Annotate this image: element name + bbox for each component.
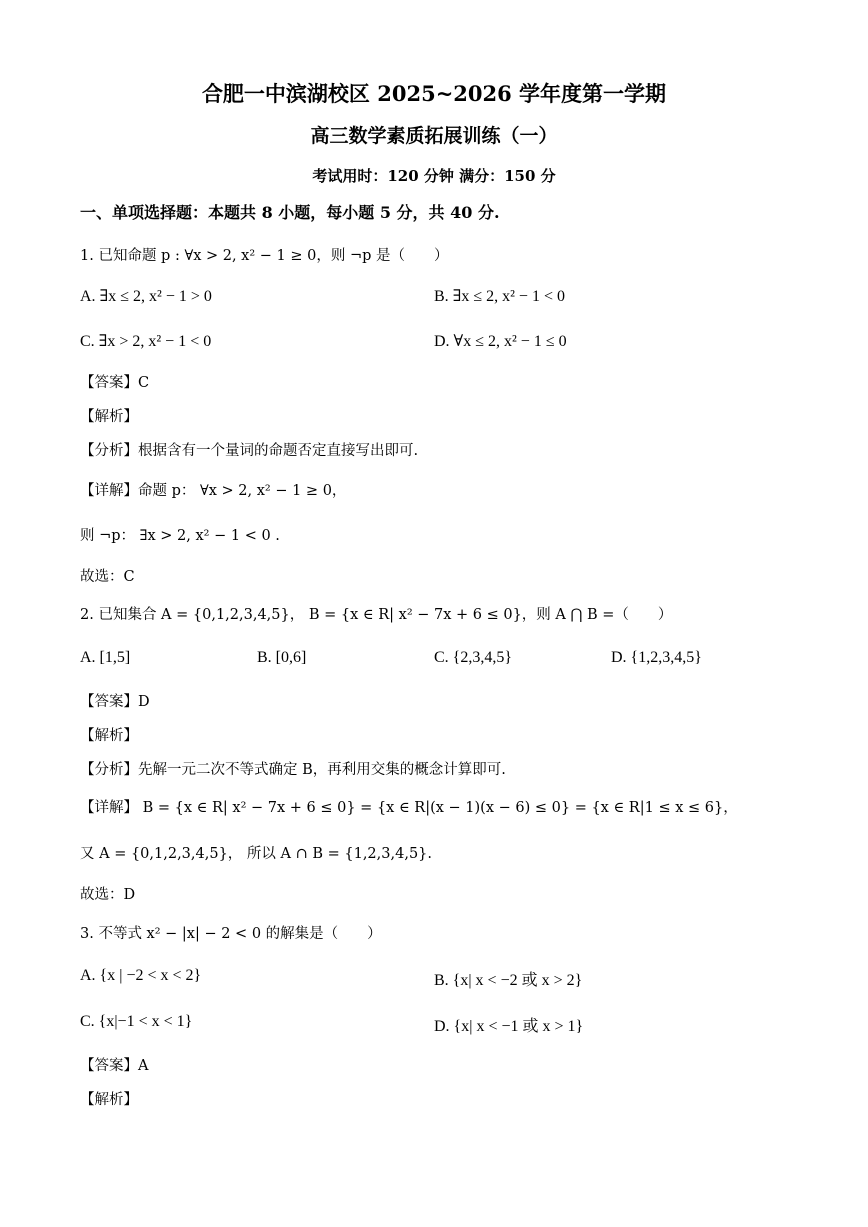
q3-analysis-label: 【解析】 [80, 1092, 138, 1108]
page-subtitle: 高三数学素质拓展训练（一） [310, 125, 558, 147]
q1-option-c: C. ∃x > 2, x² − 1 < 0 [80, 333, 212, 350]
q3-option-d: D. {x| x < −1 或 x > 1} [434, 1018, 584, 1035]
q1-detail-2: 则 ¬p： ∃x > 2, x² − 1 < 0 . [80, 528, 280, 544]
q2-choice: 故选：D [80, 887, 136, 903]
q1-answer: 【答案】C [80, 375, 150, 391]
section-heading: 一、单项选择题：本题共 8 小题，每小题 5 分，共 40 分. [80, 203, 500, 222]
q2-option-d: D. {1,2,3,4,5} [611, 649, 702, 666]
q2-option-a: A. [1,5] [80, 649, 131, 666]
q3-option-a: A. {x | −2 < x < 2} [80, 967, 202, 984]
q1-detail-1: 【详解】命题 p： ∀x > 2, x² − 1 ≥ 0， [80, 483, 347, 499]
q3-option-b: B. {x| x < −2 或 x > 2} [434, 972, 583, 989]
q3-answer: 【答案】A [80, 1058, 149, 1074]
q1-option-b: B. ∃x ≤ 2, x² − 1 < 0 [434, 288, 565, 305]
q2-analysis: 【分析】先解一元二次不等式确定 B，再利用交集的概念计算即可. [80, 762, 506, 778]
q2-detail-1: 【详解】 B = {x ∈ R| x² − 7x + 6 ≤ 0} = {x ∈ R|(x − 1)(x − 6) ≤ 0} = {x ∈ R|1 ≤ x ≤ 6}， [80, 800, 738, 816]
q2-analysis-label: 【解析】 [80, 728, 138, 744]
q1-stem: 1. 已知命题 p : ∀x > 2, x² − 1 ≥ 0，则 ¬p 是（ ） [80, 248, 449, 264]
q1-analysis-label: 【解析】 [80, 409, 138, 425]
q3-stem: 3. 不等式 x² − |x| − 2 < 0 的解集是（ ） [80, 926, 382, 942]
exam-info: 考试用时：120 分钟 满分：150 分 [312, 167, 556, 185]
q1-option-a: A. ∃x ≤ 2, x² − 1 > 0 [80, 288, 212, 305]
q2-answer: 【答案】D [80, 694, 150, 710]
q2-stem: 2. 已知集合 A = {0,1,2,3,4,5}， B = {x ∈ R| x² − 7x + 6 ≤ 0}，则 A ⋂ B =（ ） [80, 607, 673, 623]
q1-analysis: 【分析】根据含有一个量词的命题否定直接写出即可. [80, 443, 419, 459]
q1-choice: 故选：C [80, 569, 135, 585]
q2-detail-2: 又 A = {0,1,2,3,4,5}， 所以 A ∩ B = {1,2,3,4,5}. [80, 846, 432, 862]
q1-option-d: D. ∀x ≤ 2, x² − 1 ≤ 0 [434, 333, 567, 350]
q2-option-c: C. {2,3,4,5} [434, 649, 513, 666]
q2-option-b: B. [0,6] [257, 649, 307, 666]
q3-option-c: C. {x|−1 < x < 1} [80, 1013, 193, 1030]
page-title: 合肥一中滨湖校区 2025~2026 学年度第一学期 [201, 81, 667, 106]
